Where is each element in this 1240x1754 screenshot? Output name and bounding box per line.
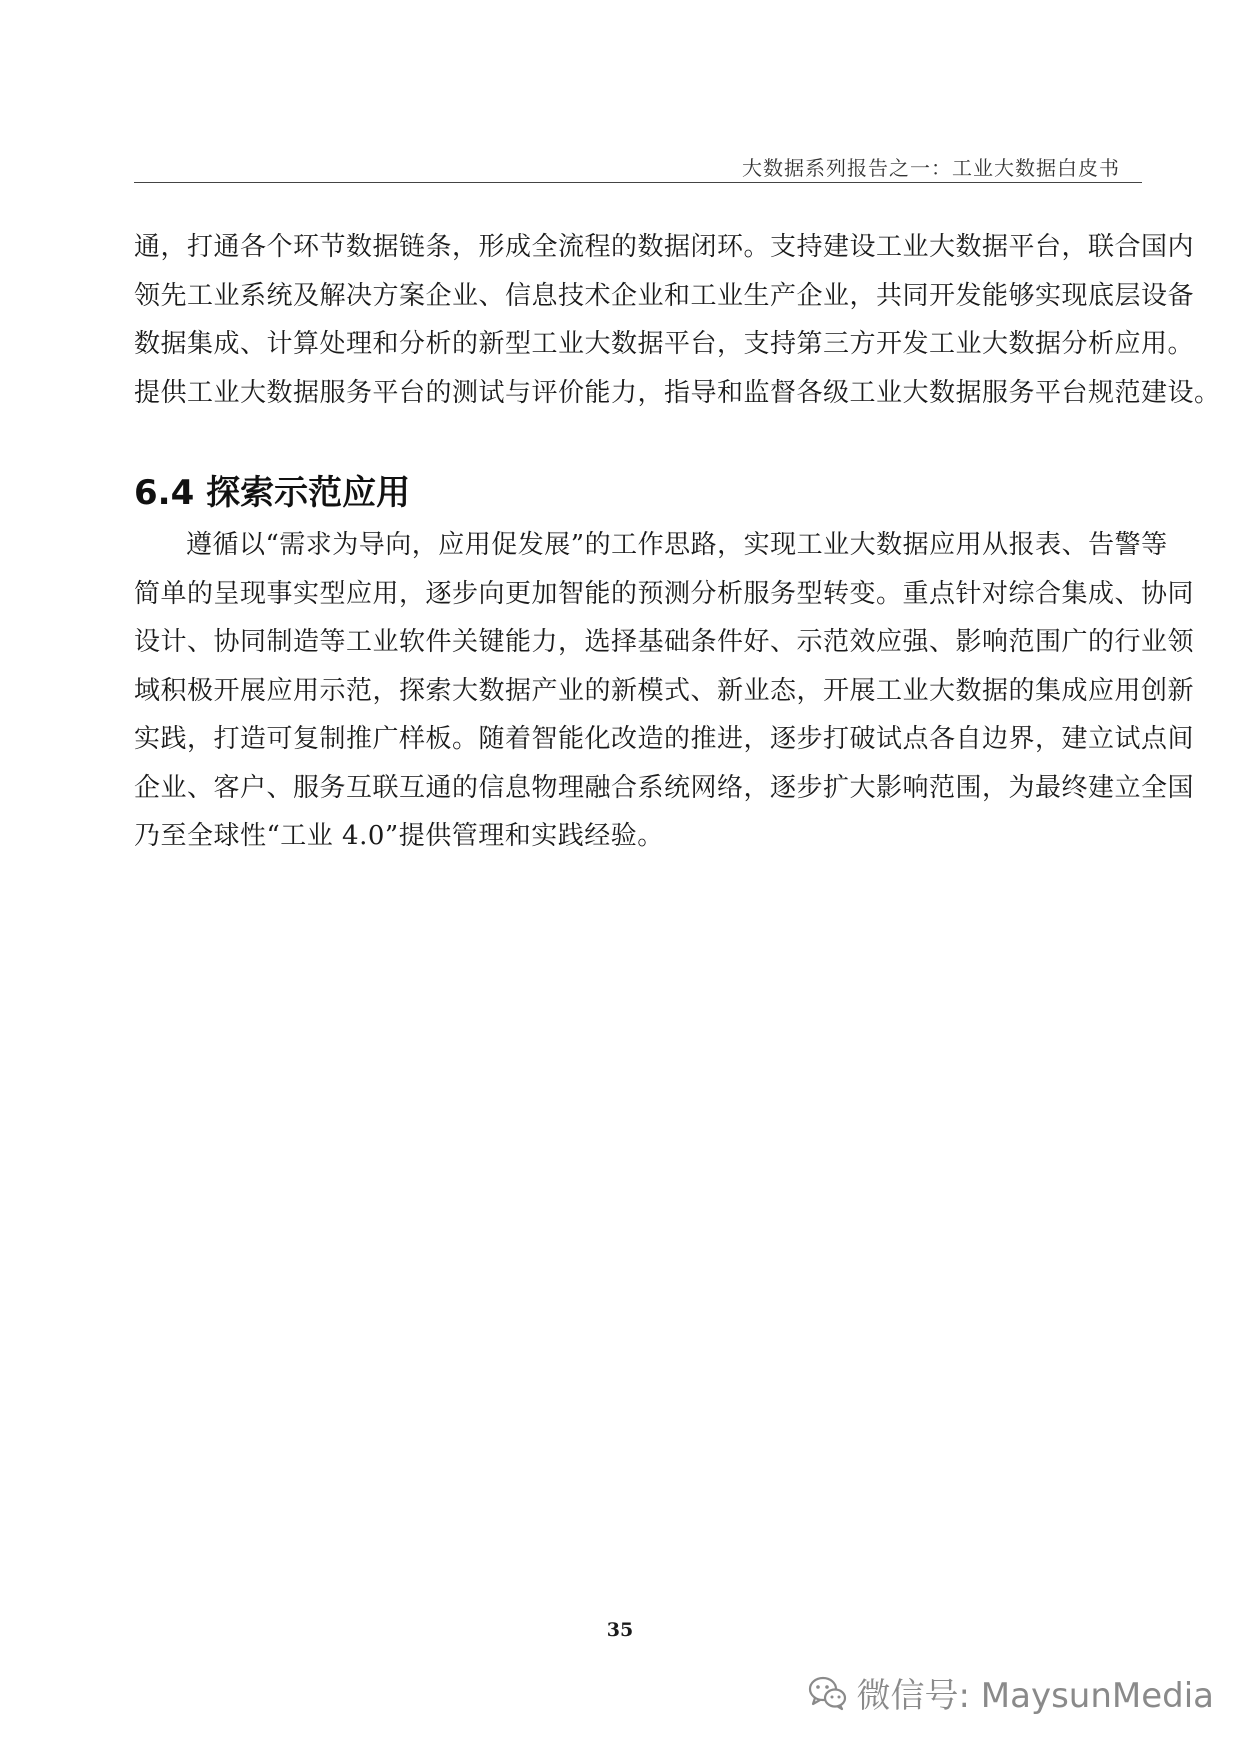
paragraph-line: 简单的呈现事实型应用，逐步向更加智能的预测分析服务型转变。重点针对综合集成、协同 — [134, 578, 1195, 609]
section-paragraph — [134, 521, 1195, 861]
paragraph-line: 乃至全球性“工业 4.0”提供管理和实践经验。 — [134, 821, 664, 851]
page-number: 35 — [606, 1619, 634, 1641]
paragraph-line: 企业、客户、服务互联互通的信息物理融合系统网络，逐步扩大影响范围，为最终建立全国 — [134, 772, 1195, 803]
watermark-text: 微信号: MaysunMedia — [856, 1676, 1214, 1716]
intro-paragraph — [134, 223, 1221, 417]
wechat-icon — [807, 1675, 847, 1711]
paragraph-line: 设计、协同制造等工业软件关键能力，选择基础条件好、示范效应强、影响范围广的行业领 — [134, 627, 1195, 657]
paragraph-line: 通，打通各个环节数据链条，形成全流程的数据闭环。支持建设工业大数据平台，联合国内 — [134, 232, 1195, 262]
header-title: 大数据系列报告之一：工业大数据白皮书 — [742, 156, 1120, 180]
paragraph-line: 域积极开展应用示范，探索大数据产业的新模式、新业态，开展工业大数据的集成应用创新 — [134, 675, 1195, 706]
paragraph-line: 实践，打造可复制推广样板。随着智能化改造的推进，逐步打破试点各自边界，建立试点间 — [134, 724, 1195, 754]
section-heading: 6.4 探索示范应用 — [134, 473, 411, 513]
paragraph-line: 领先工业系统及解决方案企业、信息技术企业和工业生产企业，共同开发能够实现底层设备 — [134, 280, 1195, 311]
paragraph-line: 遵循以“需求为导向，应用促发展”的工作思路，实现工业大数据应用从报表、告警等 — [186, 530, 1168, 560]
watermark — [807, 1668, 1214, 1717]
paragraph-line: 提供工业大数据服务平台的测试与评价能力，指导和监督各级工业大数据服务平台规范建设。 — [134, 377, 1221, 408]
paragraph-line: 数据集成、计算处理和分析的新型工业大数据平台，支持第三方开发工业大数据分析应用。 — [134, 329, 1195, 359]
header-rule — [134, 182, 1142, 183]
